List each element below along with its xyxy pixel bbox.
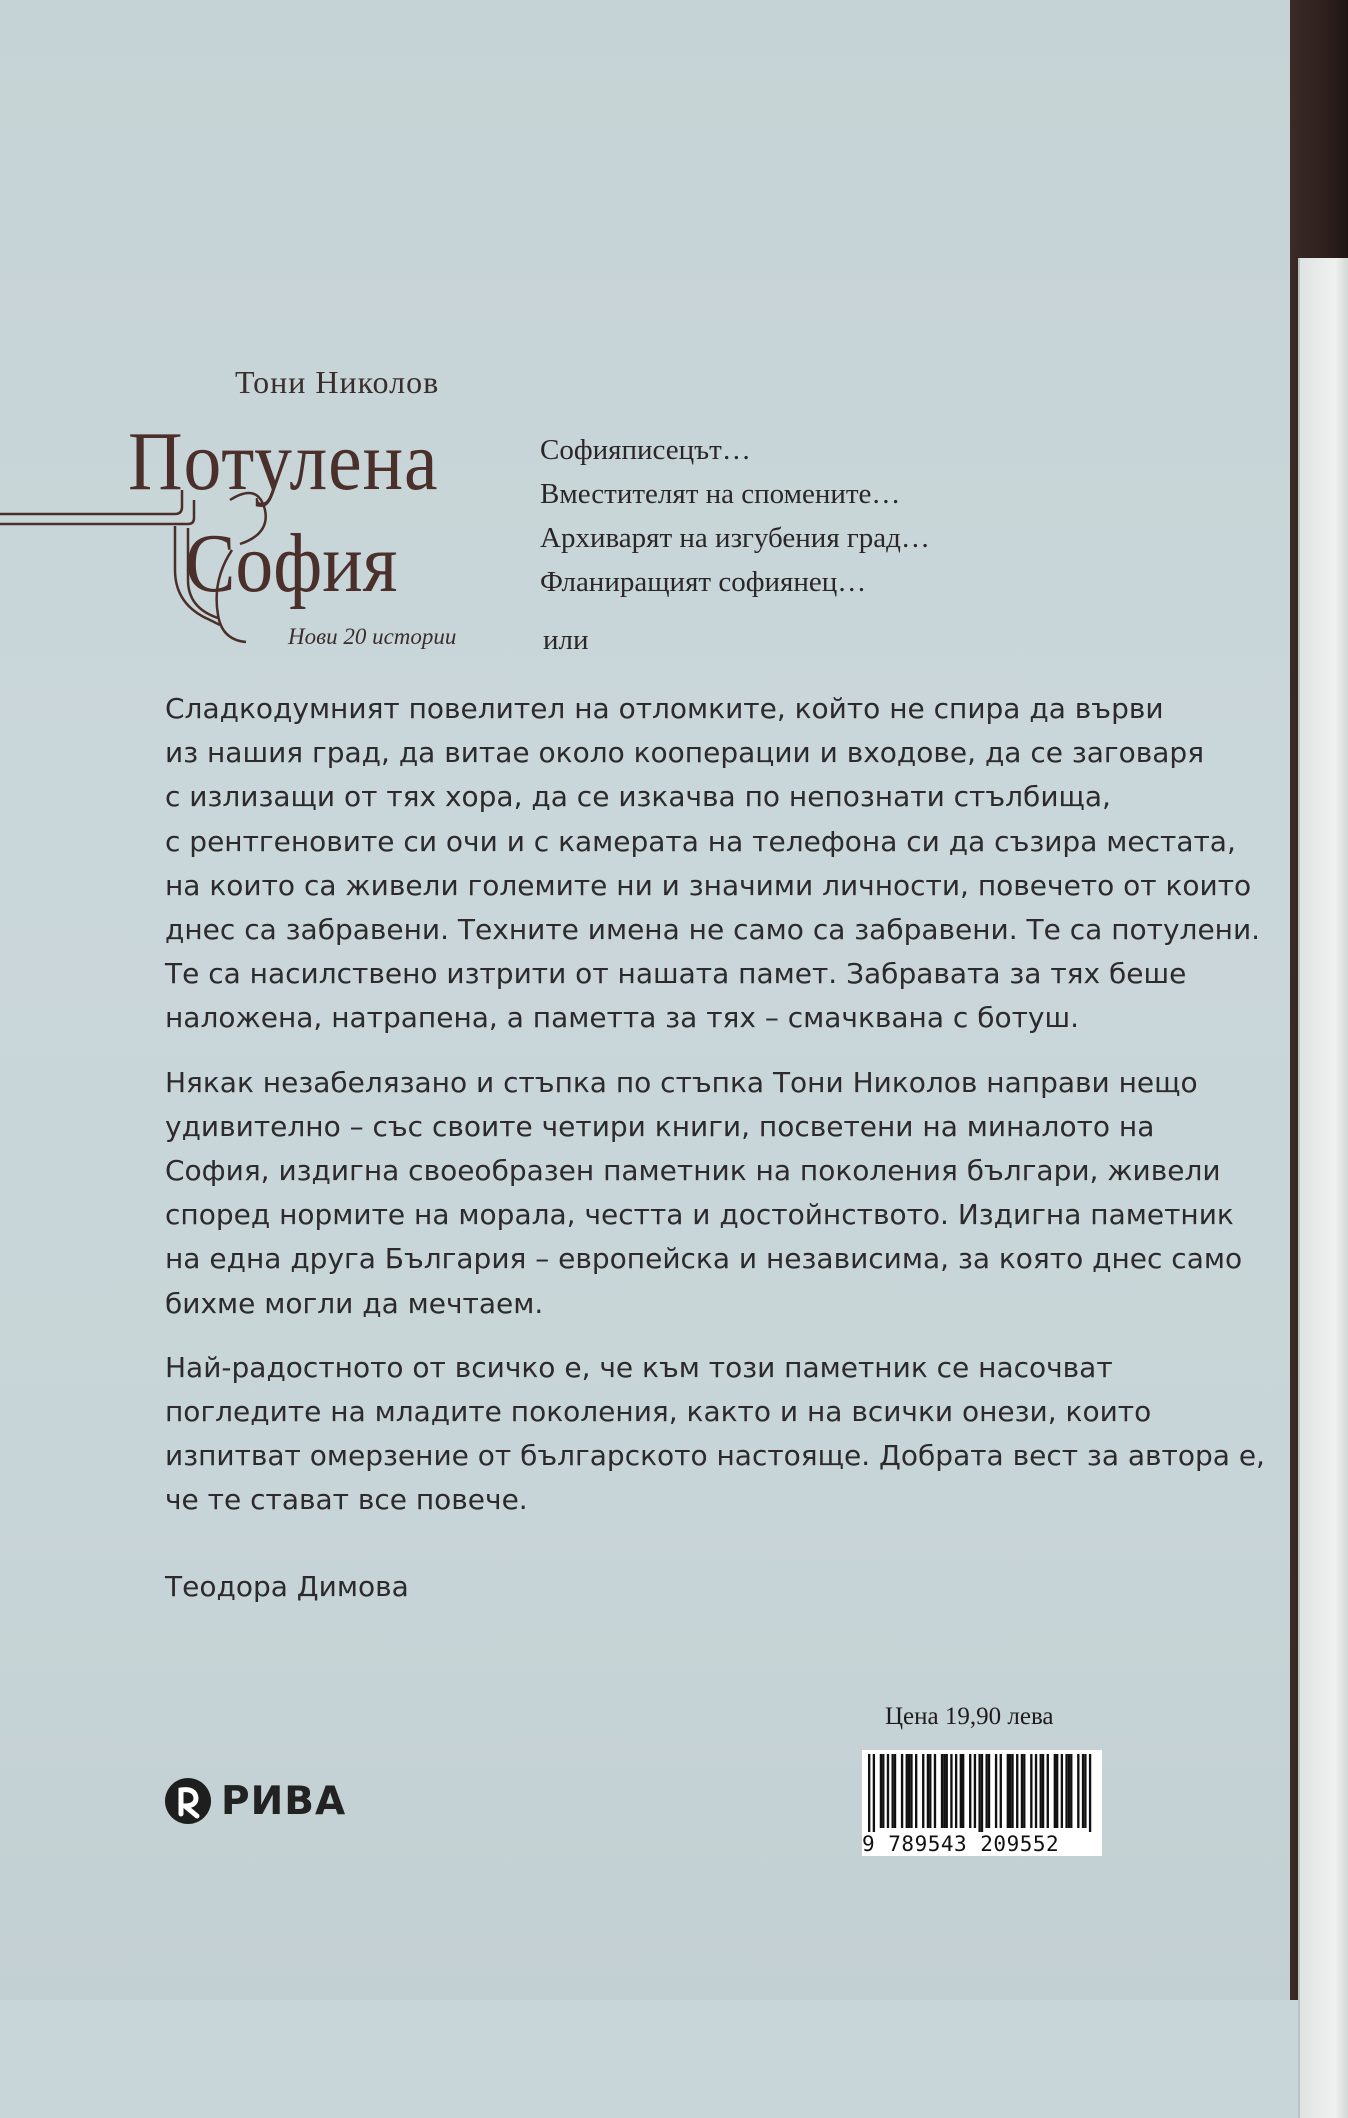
epithet-line: Вместителят на спомените… <box>540 478 901 510</box>
isbn-number: 9 789543 209552 <box>862 1832 1102 1856</box>
blurb-text <box>165 687 1265 1543</box>
epithet-line: Софияписецът… <box>540 434 751 466</box>
text-line: с излизащи от тях хора, да се изкачва по непознати стълбища, <box>165 780 1111 814</box>
text-line: Някак незабелязано и стъпка по стъпка Тони Николов направи нещо <box>165 1065 1198 1099</box>
or-word: или <box>543 624 589 656</box>
text-line: на които са живели големите ни и значими личности, повечето от които <box>165 868 1252 902</box>
text-line: с рентгеновите си очи и с камерата на телефона си да съзира местата, <box>165 824 1236 858</box>
epithet-list <box>540 428 930 604</box>
text-line: Най-радостното от всичко е, че към този паметник се насочват <box>165 1350 1113 1384</box>
text-line: наложена, натрапена, а паметта за тях – смачквана с ботуш. <box>165 1001 1079 1035</box>
text-line: днес са забравени. Техните имена не само са забравени. Те са потулени. <box>165 913 1261 947</box>
riva-logo-icon <box>163 1776 213 1826</box>
publisher-name: РИВА <box>221 1778 347 1824</box>
text-line: Сладкодумният повелител на отломките, който не спира да върви <box>165 692 1164 725</box>
blurb-paragraph-2 <box>165 1061 1243 1326</box>
author-name: Тони Николов <box>235 364 440 400</box>
book-subtitle: Нови 20 истории <box>288 624 457 649</box>
text-line: бихме могли да мечтаем. <box>165 1286 544 1320</box>
text-line: че те стават все повече. <box>165 1483 528 1517</box>
text-line: погледите на младите поколения, както и на всички онези, които <box>165 1395 1152 1429</box>
text-line: из нашия град, да витае около кооперации и входове, да се заговаря <box>165 736 1205 770</box>
page-edge <box>1298 258 1348 2118</box>
epithet-line: Архиварят на изгубения град… <box>540 522 930 554</box>
blurb-signature: Теодора Димова <box>165 1570 409 1603</box>
publisher-logo <box>163 1776 346 1826</box>
text-line: изпитват омерзение от българското настояще. Добрата вест за автора е, <box>165 1439 1265 1473</box>
book-title-line-2: София <box>185 517 398 610</box>
price-label: Цена 19,90 лева <box>885 1703 1054 1730</box>
book-title-line-1: Потулена <box>128 415 439 508</box>
blurb-paragraph-1 <box>165 687 1261 1041</box>
text-line: София, издигна своеобразен паметник на поколения българи, живели <box>165 1154 1221 1188</box>
text-line: удивително – със своите четири книги, посветени на миналото на <box>165 1109 1155 1143</box>
text-line: според нормите на морала, честта и достойнството. Издигна паметник <box>165 1198 1234 1232</box>
text-line: Те са насилствено изтрити от нашата памет. Забравата за тях беше <box>165 957 1187 991</box>
barcode-icon <box>862 1750 1102 1832</box>
blurb-paragraph-3 <box>165 1346 1265 1523</box>
epithet-line: Фланиращият софиянец… <box>540 566 867 598</box>
text-line: на една друга България – европейска и независима, за която днес само <box>165 1242 1243 1276</box>
